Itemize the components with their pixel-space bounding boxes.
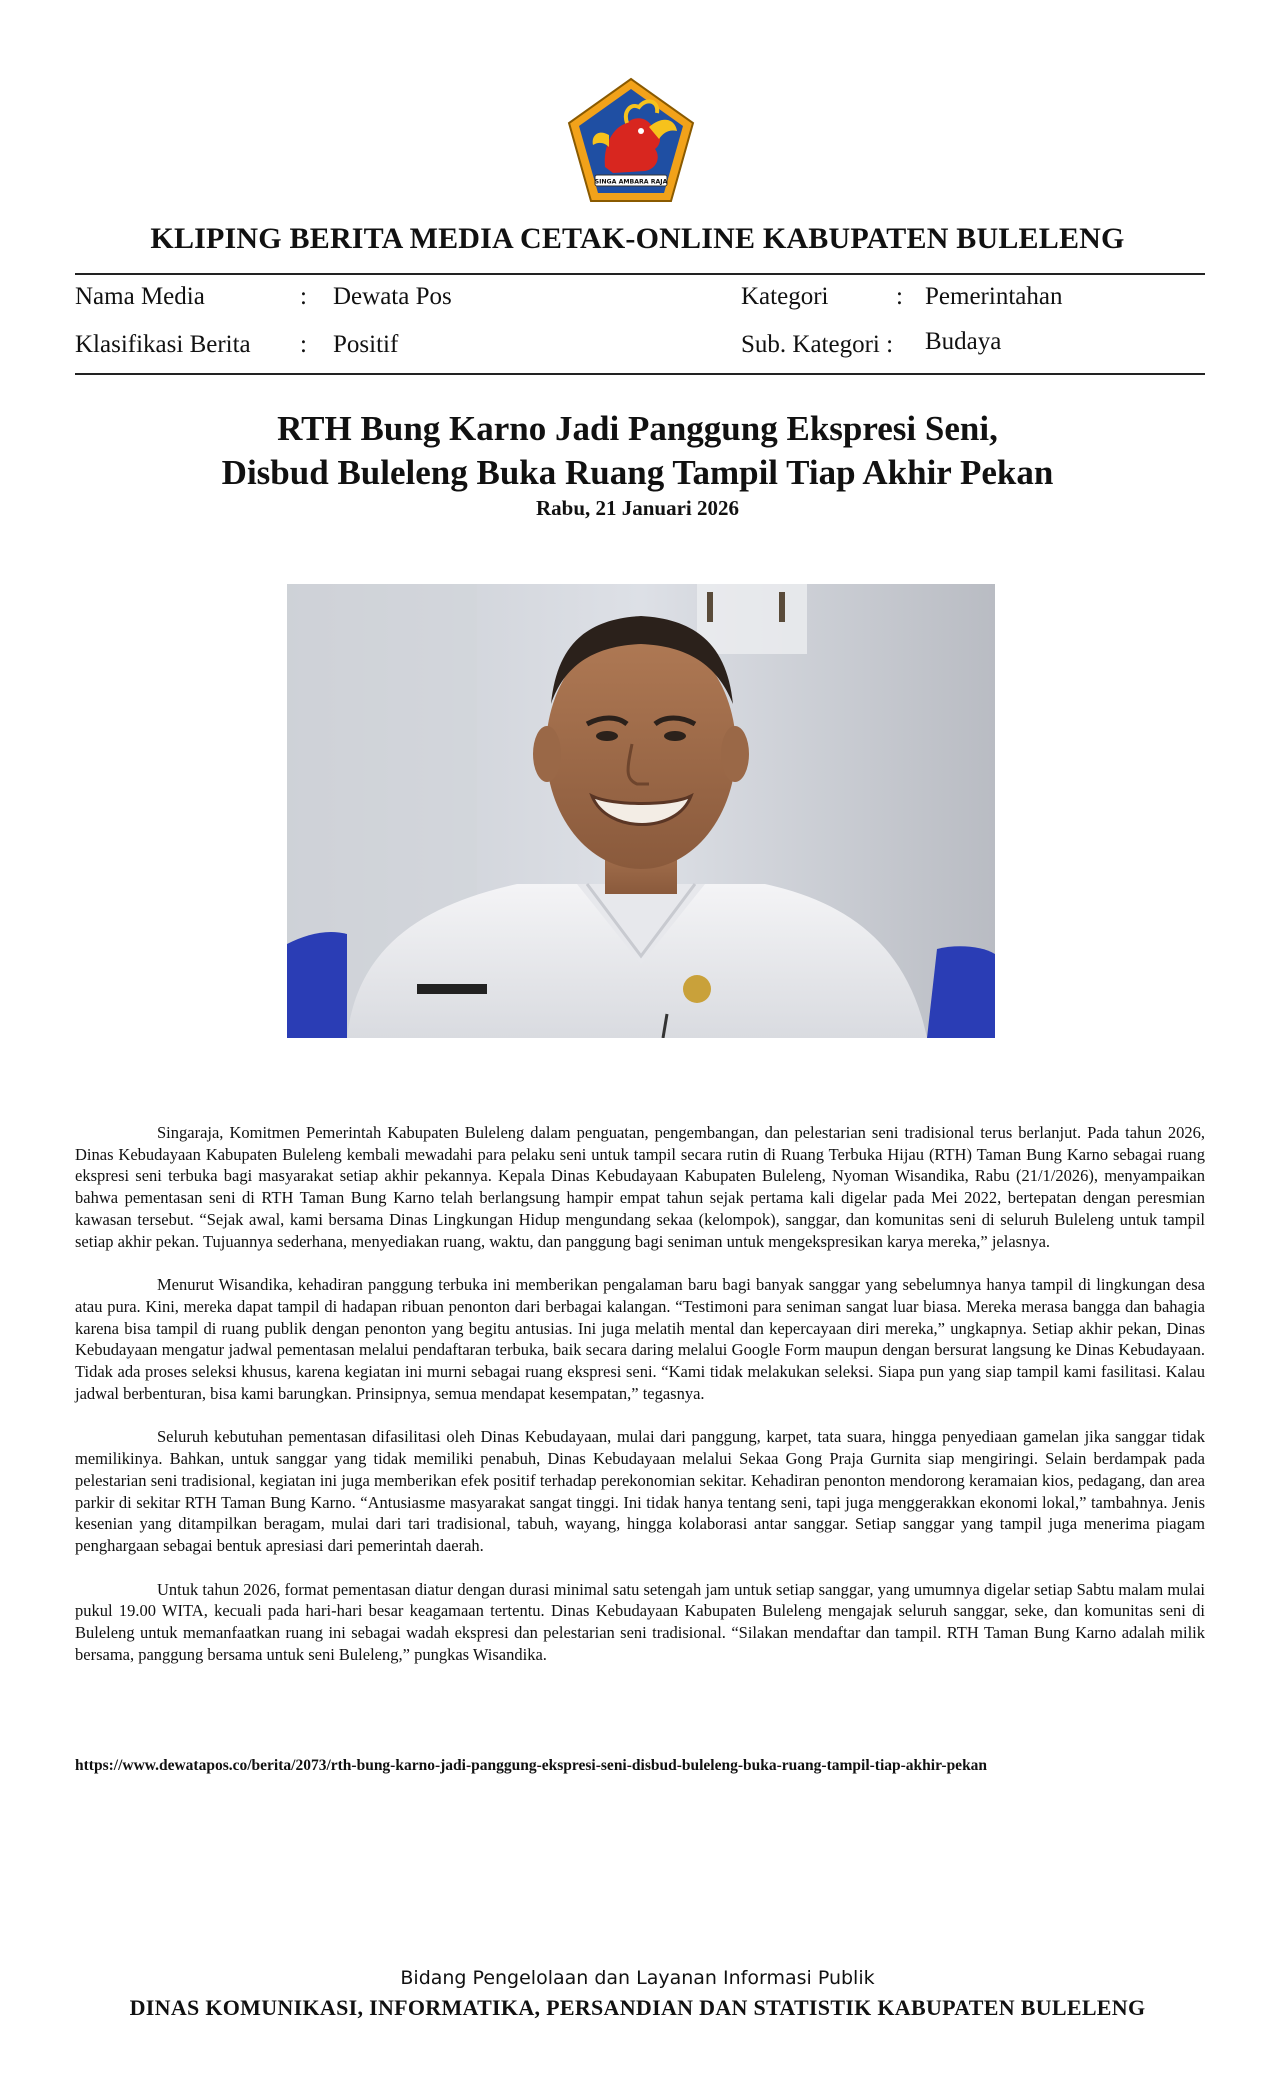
logo-caption: SINGA AMBARA RAJA [594,178,668,186]
klasifikasi-berita-value: Positif [333,331,399,358]
kategori-value: Pemerintahan [925,283,1063,310]
footer-division: Bidang Pengelolaan dan Layanan Informasi Publik [400,1967,875,1989]
sub-kategori-value: Budaya [925,328,1002,355]
article-body [75,1122,1205,1687]
article-paragraph: Seluruh kebutuhan pementasan difasilitasi oleh Dinas Kebudayaan, mulai dari panggung, karpet, tata suara, hingga penyediaan gamelan jika sanggar tidak memilikinya. Bahkan, untuk sanggar yang tidak memiliki penabuh, Dinas Kebudayaan melalui Sekaa Gong Praja Gurnita siap mengiringi. Selain berdampak pada pelestarian seni tradisional, kegiatan ini juga memberikan efek positif terhadap perekonomian sekitar. Kehadiran penonton mendorong keramaian kios, pedagang, dan area parkir di sekitar RTH Taman Bung Karno. “Antusiasme masyarakat sangat tinggi. Ini tidak hanya tentang seni, tapi juga menggerakkan ekonomi lokal,” tambahnya. Jenis kesenian yang ditampilkan beragam, mulai dari tari tradisional, tabuh, wayang, hingga kolaborasi antar sanggar. Setiap sanggar yang tampil juga menerima piagam penghargaan sebagai bentuk apresiasi dari pemerintah daerah. [75,1427,1205,1555]
article-paragraph: Untuk tahun 2026, format pementasan diatur dengan durasi minimal satu setengah jam untuk setiap sanggar, yang umumnya digelar setiap Sabtu malam mulai pukul 19.00 WITA, kecuali pada hari-hari besar keagamaan tertentu. Dinas Kebudayaan Kabupaten Buleleng mengajak seluruh sanggar, seke, dan komunitas seni di Buleleng untuk memanfaatkan ruang ini sebagai wadah ekspresi dan pelestarian seni tradisional. “Silakan mendaftar dan tampil. RTH Taman Bung Karno adalah milik bersama, panggung bersama untuk seni Buleleng,” pungkas Wisandika. [75,1579,1205,1664]
headline-line-1: RTH Bung Karno Jadi Panggung Ekspresi Seni, [277,409,998,448]
article-date: Rabu, 21 Januari 2026 [535,496,740,520]
article-paragraph: Menurut Wisandika, kehadiran panggung terbuka ini memberikan pengalaman baru bagi banyak sanggar yang sebelumnya hanya tampil di lingkungan desa atau pura. Kini, mereka dapat tampil di hadapan ribuan penonton dari berbagai kalangan. “Testimoni para seniman sangat luar biasa. Mereka merasa bangga dan bahagia karena bisa tampil di ruang publik dengan penonton yang begitu antusias. Ini juga melatih mental dan kepercayaan diri mereka,” ungkapnya. Setiap akhir pekan, Dinas Kebudayaan mengatur jadwal pementasan melalui pendaftaran terbuka, baik secara daring melalui Google Form maupun dengan bersurat langsung ke Dinas Kebudayaan. Tidak ada proses seleksi khusus, karena kegiatan ini murni sebagai ruang ekspresi seni. “Kami tidak melakukan seleksi. Siapa pun yang siap tampil kami fasilitasi. Kalau jadwal berbenturan, bisa kami barungkan. Prinsipnya, semua mendapat kesempatan,” tegasnya. [75,1275,1205,1403]
klasifikasi-berita-label: Klasifikasi Berita [75,331,251,358]
nama-media-value: Dewata Pos [333,283,452,310]
nama-media-label: Nama Media [75,283,205,310]
article-headline [75,407,1200,495]
source-url: https://www.dewatapos.co/berita/2073/rth-bung-karno-jadi-panggung-ekspresi-seni-disbud-buleleng-buka-ruang-tampil-tiap-akhir-pekan [75,1757,988,1774]
nama-media-colon: : [300,283,307,310]
sub-kategori-label: Sub. Kategori : [741,331,894,358]
headline-line-2: Disbud Buleleng Buka Ruang Tampil Tiap Akhir Pekan [221,453,1054,492]
klasifikasi-berita-colon: : [300,331,307,358]
bottom-divider [75,373,1205,375]
footer-agency: DINAS KOMUNIKASI, INFORMATIKA, PERSANDIAN DAN STATISTIK KABUPATEN BULELENG [129,1995,1146,2020]
article-paragraph: Singaraja, Komitmen Pemerintah Kabupaten Buleleng dalam penguatan, pengembangan, dan pelestarian seni tradisional terus berlanjut. Pada tahun 2026, Dinas Kebudayaan Kabupaten Buleleng kembali mewadahi para pelaku seni untuk tampil secara rutin di Ruang Terbuka Hijau (RTH) Taman Bung Karno sebagai ruang ekspresi seni terbuka bagi masyarakat setiap akhir pekannya. Kepala Dinas Kebudayaan Kabupaten Buleleng, Nyoman Wisandika, Rabu (21/1/2026), menyampaikan bahwa pementasan seni di RTH Taman Bung Karno telah berlangsung hampir empat tahun sejak pertama kali digelar pada Mei 2022, bertepatan dengan peresmian kawasan tersebut. “Sejak awal, kami bersama Dinas Lingkungan Hidup mengundang sekaa (kelompok), sanggar, dan komunitas seni di seluruh Buleleng untuk tampil setiap akhir pekan. Tujuannya sederhana, menyediakan ruang, waktu, dan panggung bagi seniman untuk mengekspresikan karya mereka,” jelasnya. [75,1123,1205,1251]
top-divider [75,273,1205,275]
buleleng-regency-logo [565,75,697,205]
article-photo [287,584,995,1038]
kategori-label: Kategori [741,283,829,310]
kategori-colon: : [896,283,903,310]
document-title: KLIPING BERITA MEDIA CETAK-ONLINE KABUPATEN BULELENG [150,222,1125,255]
